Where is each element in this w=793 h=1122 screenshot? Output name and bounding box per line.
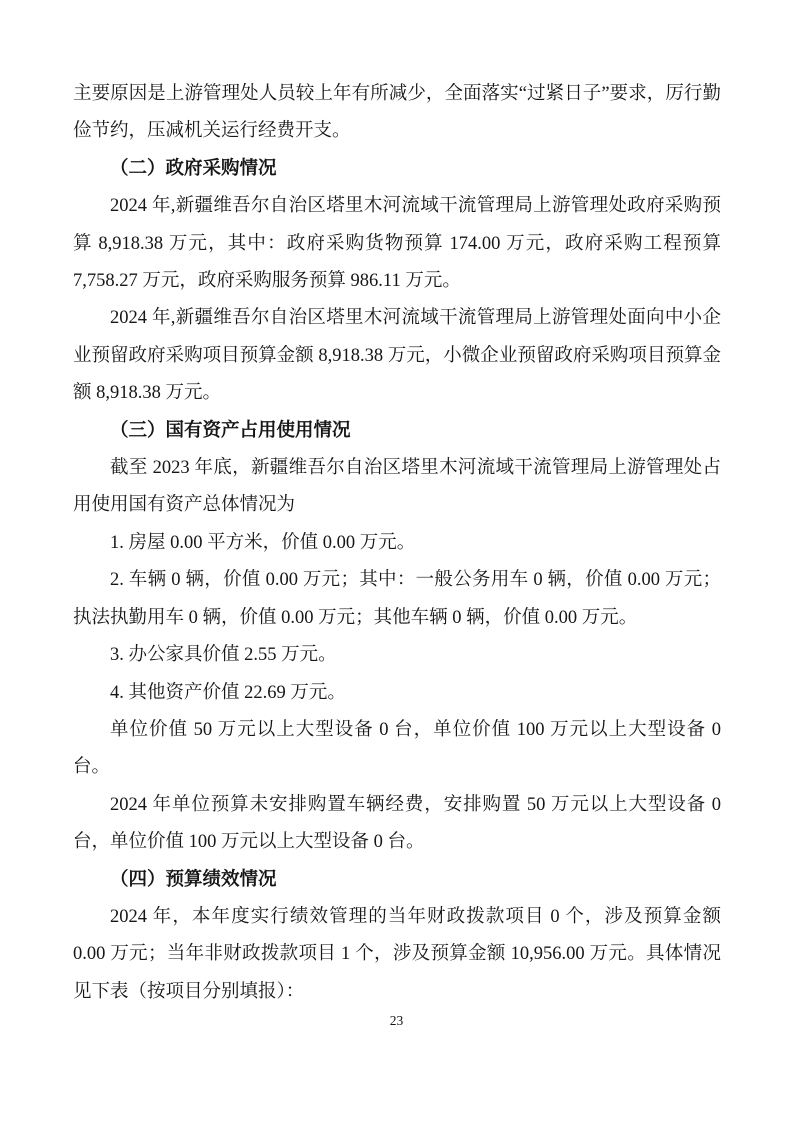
heading-state-assets: （三）国有资产占用使用情况 [110,420,351,441]
para-large-equipment: 单位价值 50 万元以上大型设备 0 台，单位价值 100 万元以上大型设备 0 台。 [73,719,721,778]
heading-budget-performance: （四）预算绩效情况 [110,869,277,890]
para-assets-vehicles: 2. 车辆 0 辆，价值 0.00 万元；其中：一般公务用车 0 辆，价值 0.00 万元；执法执勤用车 0 辆，价值 0.00 万元；其他车辆 0 辆，价值 0.00 万元。 [73,570,721,628]
para-budget-reduction: 主要原因是上游管理处人员较上年有所减少，全面落实“过紧日子”要求，厉行勤俭节约，压减机关运行经费开支。 [73,84,721,142]
para-procurement-budget: 2024 年,新疆维吾尔自治区塔里木河流域干流管理局上游管理处政府采购预算 8,918.38 万元，其中：政府采购货物预算 174.00 万元，政府采购工程预算 7,758.27 万元，政府采购服务预算 986.11 万元。 [73,196,721,292]
para-assets-housing: 1. 房屋 0.00 平方米，价值 0.00 万元。 [110,532,416,553]
para-assets-other: 4. 其他资产价值 22.69 万元。 [110,682,346,703]
document-body [73,76,721,1011]
heading-government-procurement: （二）政府采购情况 [110,158,277,179]
para-2024-purchase-plan: 2024 年单位预算未安排购置车辆经费，安排购置 50 万元以上大型设备 0 台，单位价值 100 万元以上大型设备 0 台。 [73,794,721,853]
page-number: 23 [389,1013,404,1028]
para-assets-overview: 截至 2023 年底，新疆维吾尔自治区塔里木河流域干流管理局上游管理处占用使用国有资产总体情况为 [73,458,721,516]
para-performance-detail: 2024 年，本年度实行绩效管理的当年财政拨款项目 0 个，涉及预算金额 0.00 万元；当年非财政拨款项目 1 个，涉及预算金额 10,956.00 万元。具体情况见下表（按项目分别填报）： [73,906,721,1002]
para-assets-furniture: 3. 办公家具价值 2.55 万元。 [110,645,337,666]
para-sme-reservation: 2024 年,新疆维吾尔自治区塔里木河流域干流管理局上游管理处面向中小企业预留政府采购项目预算金额 8,918.38 万元，小微企业预留政府采购项目预算金额 8,918.38 万元。 [73,308,721,404]
